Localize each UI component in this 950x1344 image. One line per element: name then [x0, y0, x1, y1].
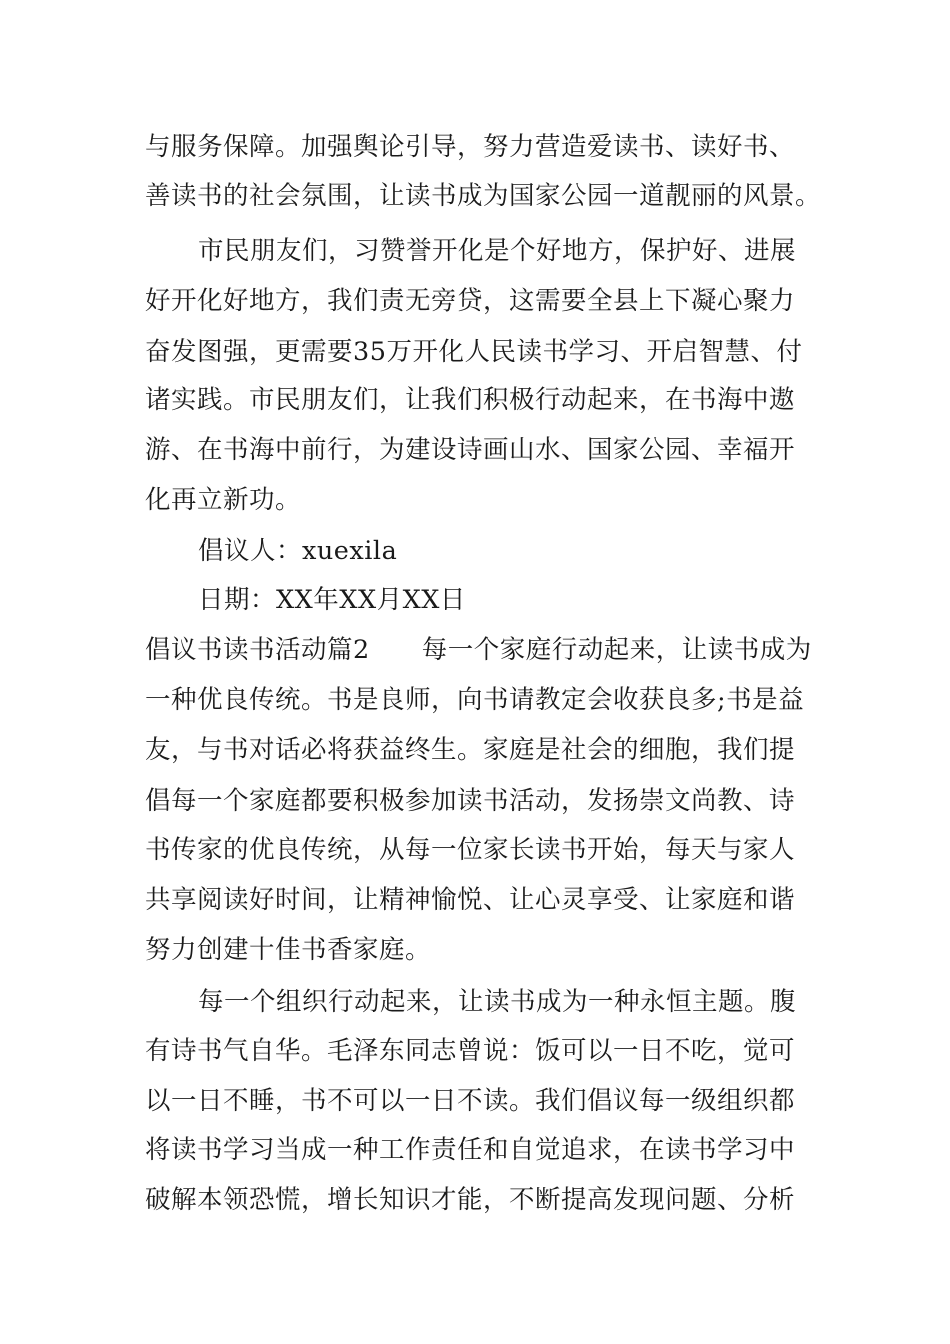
- paragraph-line: 每一个组织行动起来，让读书成为一种永恒主题。腹: [198, 987, 797, 1017]
- paragraph-line: 化再立新功。: [145, 485, 302, 515]
- paragraph-line: 书传家的优良传统，从每一位家长读书开始，每天与家人: [145, 835, 796, 865]
- paragraph-line: 一种优良传统。书是良师，向书请教定会收获良多;书是益: [145, 685, 805, 715]
- paragraph-line: 努力创建十佳书香家庭。: [145, 935, 432, 965]
- signatory-line: 倡议人：xuexila: [198, 536, 398, 566]
- paragraph-text: 每一个家庭行动起来，让读书成为: [421, 635, 812, 665]
- paragraph-line: 游、在书海中前行，为建设诗画山水、国家公园、幸福开: [145, 435, 796, 465]
- paragraph-line: 好开化好地方，我们责无旁贷，这需要全县上下凝心聚力: [145, 286, 796, 316]
- paragraph-line: 将读书学习当成一种工作责任和自觉追求，在读书学习中: [145, 1135, 796, 1165]
- paragraph-line: 诸实践。市民朋友们，让我们积极行动起来，在书海中遨: [145, 385, 796, 415]
- paragraph-line: 友，与书对话必将获益终生。家庭是社会的细胞，我们提: [145, 735, 796, 765]
- paragraph-line: 有诗书气自华。毛泽东同志曾说：饭可以一日不吃，觉可: [145, 1036, 796, 1066]
- paragraph-line: 以一日不睡，书不可以一日不读。我们倡议每一级组织都: [145, 1086, 796, 1116]
- paragraph-line: 破解本领恐慌，增长知识才能，不断提高发现问题、分析: [145, 1185, 796, 1215]
- paragraph-line: 共享阅读好时间，让精神愉悦、让心灵享受、让家庭和谐: [145, 885, 796, 915]
- section-heading-line: [145, 634, 812, 666]
- paragraph-line: 善读书的社会氛围，让读书成为国家公园一道靓丽的风景。: [145, 181, 822, 211]
- paragraph-line: 奋发图强，更需要35万开化人民读书学习、开启智慧、付: [145, 337, 803, 367]
- paragraph-line: 市民朋友们，习赞誉开化是个好地方，保护好、进展: [198, 236, 797, 266]
- section-heading: 倡议书读书活动篇2: [145, 635, 370, 665]
- date-line: 日期：XX年XX月XX日: [198, 585, 466, 615]
- paragraph-line: 倡每一个家庭都要积极参加读书活动，发扬崇文尚教、诗: [145, 786, 796, 816]
- paragraph-line: 与服务保障。加强舆论引导，努力营造爱读书、读好书、: [145, 132, 796, 162]
